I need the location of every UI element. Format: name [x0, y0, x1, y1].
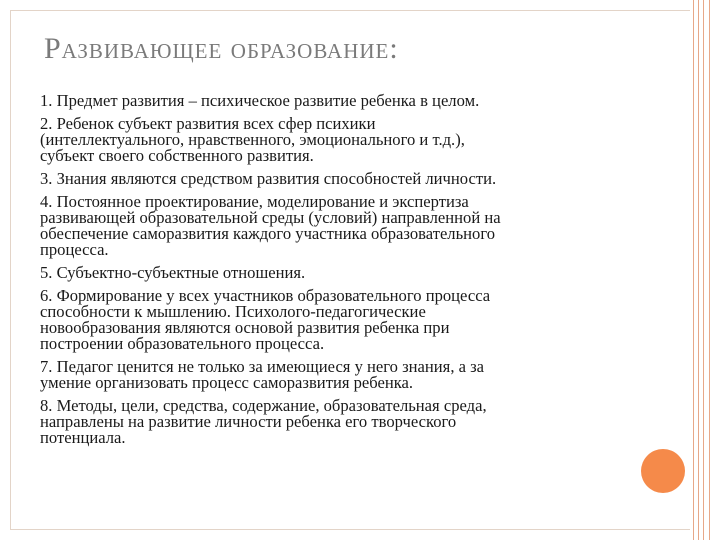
- decorative-orange-circle: [641, 449, 685, 493]
- list-item-7: 7. Педагог ценится не только за имеющиеся у него знания, а за умение организовать процесс саморазвития ребенка.: [40, 357, 485, 392]
- list-item-8: 8. Методы, цели, средства, содержание, образовательная среда, направлены на развитие личности ребенка его творческого потенциала.: [40, 396, 487, 447]
- list-item-3: 3. Знания являются средством развития способностей личности.: [40, 169, 497, 188]
- list-item-5: 5. Субъектно-субъектные отношения.: [40, 263, 306, 282]
- list-item-4: 4. Постоянное проектирование, моделирование и экспертиза развивающей образовательной среды (условий) направленной на обеспечение саморазвития каждого участника образовательного процесса.: [40, 192, 501, 259]
- decorative-side-band: [690, 0, 720, 540]
- list-item-2: 2. Ребенок субъект развития всех сфер психики (интеллектуального, нравственного, эмоционального и т.д.), субъект своего собственного развития.: [40, 114, 465, 165]
- band-line-1: [693, 0, 694, 540]
- list-item-6: 6. Формирование у всех участников образовательного процесса способности к мышлению. Психолого-педагогические новообразования являются основой развития ребенка при построении образовательного процесса.: [40, 286, 491, 353]
- band-line-3: [703, 0, 704, 540]
- list-item-1: 1. Предмет развития – психическое развитие ребенка в целом.: [40, 91, 480, 110]
- slide-title: Развивающее образование:: [44, 32, 399, 65]
- band-line-4: [709, 0, 710, 540]
- slide-content: [40, 93, 680, 453]
- band-line-2: [698, 0, 699, 540]
